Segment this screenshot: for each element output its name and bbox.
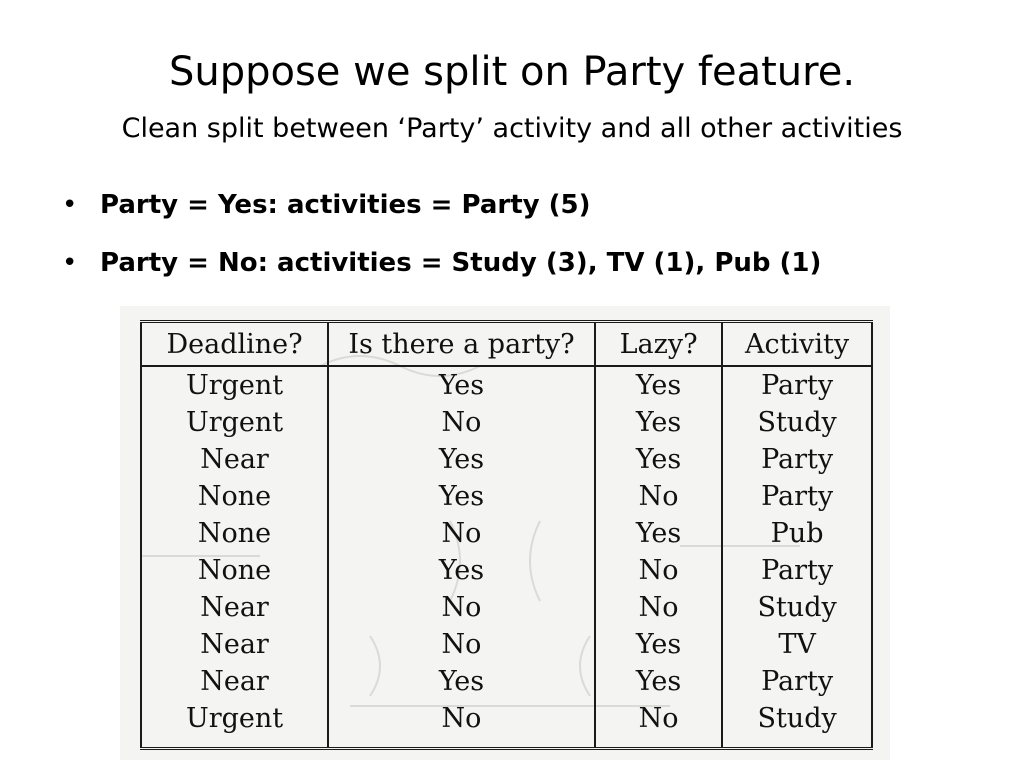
column-header: Deadline? xyxy=(141,322,328,367)
table-row xyxy=(141,404,872,441)
table-row xyxy=(141,441,872,478)
table-cell: No xyxy=(328,404,595,441)
table-cell: Yes xyxy=(328,552,595,589)
table-cell: No xyxy=(595,552,722,589)
column-header: Is there a party? xyxy=(328,322,595,367)
table-body xyxy=(141,366,872,749)
table-cell: None xyxy=(141,515,328,552)
table-row xyxy=(141,552,872,589)
table-cell: Party xyxy=(722,366,872,404)
table-cell: Yes xyxy=(595,404,722,441)
table-cell: No xyxy=(328,589,595,626)
bullet-text: Party = No: activities = Study (3), TV (1), Pub (1) xyxy=(100,248,822,278)
table-cell: Yes xyxy=(595,626,722,663)
table-cell: Study xyxy=(722,700,872,749)
table-cell: Party xyxy=(722,441,872,478)
table-cell: Near xyxy=(141,441,328,478)
slide-subtitle: Clean split between ‘Party’ activity and all other activities xyxy=(121,113,903,144)
scanned-table-image xyxy=(120,306,890,760)
table-cell: Yes xyxy=(328,441,595,478)
table-cell: Party xyxy=(722,663,872,700)
table-cell: No xyxy=(595,589,722,626)
table-cell: None xyxy=(141,478,328,515)
bullet-icon: • xyxy=(62,190,78,220)
slide-title: Suppose we split on Party feature. xyxy=(168,49,856,95)
table-cell: Yes xyxy=(595,663,722,700)
table-cell: Party xyxy=(722,552,872,589)
table-row xyxy=(141,515,872,552)
table-cell: Yes xyxy=(595,515,722,552)
table-cell: Near xyxy=(141,626,328,663)
table-cell: No xyxy=(328,700,595,749)
bullet-icon: • xyxy=(62,248,78,278)
table-row xyxy=(141,626,872,663)
activity-table xyxy=(140,320,873,750)
table-cell: Near xyxy=(141,589,328,626)
table-cell: Party xyxy=(722,478,872,515)
table-cell: None xyxy=(141,552,328,589)
column-header: Lazy? xyxy=(595,322,722,367)
table-row xyxy=(141,478,872,515)
table-cell: Yes xyxy=(328,478,595,515)
table-cell: Yes xyxy=(328,663,595,700)
table-cell: No xyxy=(328,515,595,552)
table-row xyxy=(141,589,872,626)
bullet-item xyxy=(62,244,821,282)
table-cell: Yes xyxy=(595,441,722,478)
table-cell: No xyxy=(595,700,722,749)
column-header: Activity xyxy=(722,322,872,367)
table-cell: Study xyxy=(722,589,872,626)
table-cell: No xyxy=(595,478,722,515)
table-cell: Urgent xyxy=(141,366,328,404)
bullet-list xyxy=(62,186,821,302)
table-cell: Pub xyxy=(722,515,872,552)
bullet-item xyxy=(62,186,821,224)
table-cell: TV xyxy=(722,626,872,663)
table-row xyxy=(141,700,872,749)
table-cell: Urgent xyxy=(141,700,328,749)
table-cell: Urgent xyxy=(141,404,328,441)
table-cell: Yes xyxy=(328,366,595,404)
table-cell: Study xyxy=(722,404,872,441)
table-row xyxy=(141,663,872,700)
table-header-row xyxy=(141,322,872,367)
table-cell: Near xyxy=(141,663,328,700)
table-cell: No xyxy=(328,626,595,663)
table-row xyxy=(141,366,872,404)
bullet-text: Party = Yes: activities = Party (5) xyxy=(100,190,591,220)
table-cell: Yes xyxy=(595,366,722,404)
